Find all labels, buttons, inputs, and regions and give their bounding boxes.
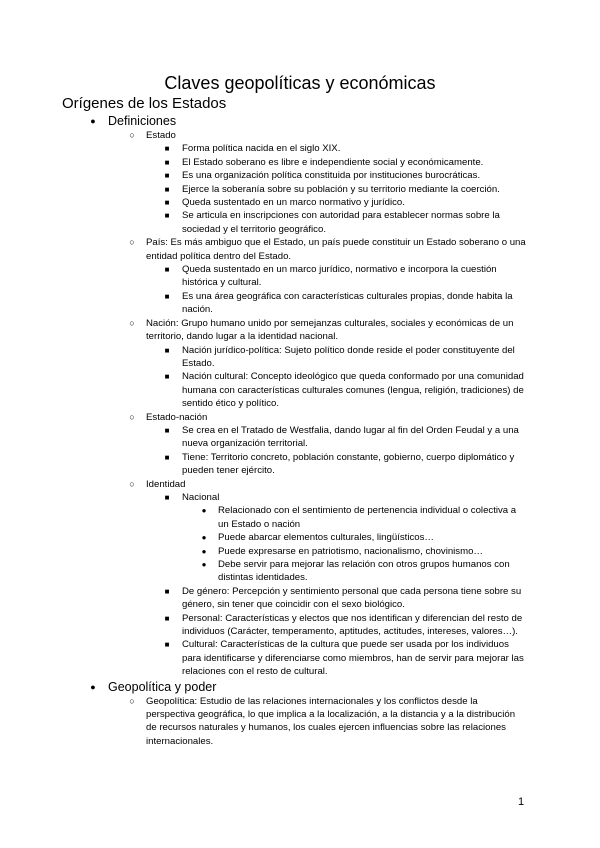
list-item [0,196,526,209]
list-item [0,209,526,236]
bullet-icon: ■ [164,265,170,275]
list-item [0,695,526,749]
bullet-icon: ■ [164,184,170,194]
list-item-text: Nación: Grupo humano unido por semejanzas culturales, sociales y económicas de un territorio, dando lugar a la identidad nacional. [146,317,514,343]
bullet-icon: ○ [129,130,135,140]
list-item-text: Puede abarcar elementos culturales, lingüísticos… [218,532,434,544]
list-item-text: Personal: Características y electos que nos identifican y diferencian del resto de individuos (Carácter, temperamento, aptitudes, actitudes, intereses, valores…). [182,612,523,638]
page-number: 1 [518,796,525,808]
list-item-text: Nación jurídico-política: Sujeto político donde reside el poder constituyente del Estado. [182,344,515,369]
list-item-text: Es una área geográfica con características culturales propias, donde habita la nación. [182,290,513,316]
bullet-icon: ○ [129,695,135,706]
list-item-text: Queda sustentado en un marco jurídico, normativo e incorpora la cuestión histórica y cultural. [182,264,497,289]
bullet-icon: ○ [129,478,135,489]
bullet-icon: ● [201,560,207,569]
list-item [0,558,526,585]
list-item-text: Tiene: Territorio concreto, población constante, gobierno, cuerpo diplomático y pueden tener ejército. [182,451,515,477]
bullet-icon: ● [90,681,96,692]
bullet-icon: ■ [164,372,170,382]
list-item [0,504,526,531]
list-item-text: Geopolítica y poder [108,679,217,694]
outline-list [0,113,600,748]
list-item [0,236,526,263]
list-item-text: Nacional [182,491,220,503]
list-item [0,370,526,410]
bullet-icon: ■ [164,291,170,301]
list-item [0,263,526,290]
list-item [0,585,526,612]
bullet-icon: ■ [164,211,170,221]
document-title: Claves geopolíticas y económicas [164,73,436,93]
list-item [0,113,518,129]
list-item-text: Forma política nacida en el siglo XIX. [182,143,341,155]
list-item-text: Geopolítica: Estudio de las relaciones internacionales y los conflictos desde la perspectiva geográfica, lo que implica a la localización, a la distancia y a la distribución de recursos naturales y humanos, los cuales ejercen influencias sobre las relaciones internacionales. [146,695,516,747]
list-item-text: Es una organización política constituida por instituciones burocráticas. [182,170,481,182]
section-heading: Orígenes de los Estados [62,95,227,112]
bullet-icon: ○ [129,317,135,328]
list-item-text: Nación cultural: Concepto ideológico que queda conformado por una comunidad humana con características culturales comunes (lengua, religión, tradiciones) de sentido ético y político. [182,371,524,410]
list-item [0,612,526,639]
list-item [0,290,526,317]
list-item-text: Cultural: Características de la cultura que puede ser usada por los individuos para identificarse y diferenciarse como miembros, han de servir para mejorar las relaciones con el resto de cultural. [182,639,524,678]
bullet-icon: ■ [164,640,170,650]
list-item-text: El Estado soberano es libre e independiente social y económicamente. [182,156,484,168]
bullet-icon: ○ [129,237,135,248]
bullet-icon: ● [201,533,207,543]
bullet-icon: ■ [164,157,170,167]
list-item [0,156,526,169]
list-item-text: Estado [146,130,176,141]
list-item [0,424,526,451]
list-item [0,491,526,504]
bullet-icon: ■ [164,345,170,355]
list-item [0,344,526,371]
list-item [0,531,526,544]
list-item-text: Identidad [146,478,186,490]
list-item [0,169,526,182]
bullet-icon: ■ [164,613,170,623]
list-item [0,638,526,678]
list-item [0,679,518,695]
bullet-icon: ● [201,506,207,516]
list-item-text: Queda sustentado en un marco normativo y jurídico. [182,197,405,209]
list-item-text: De género: Percepción y sentimiento personal que cada persona tiene sobre su género, sin tener que coincidir con el sexo biológico. [182,585,522,611]
bullet-icon: ● [90,116,96,126]
list-item [0,545,526,558]
list-item [0,129,526,142]
list-item [0,478,526,491]
list-item [0,451,526,478]
list-item-text: Se crea en el Tratado de Westfalia, dando lugar al fin del Orden Feudal y a una nueva organización territorial. [182,424,519,450]
list-item [0,317,526,344]
bullet-icon: ■ [164,144,170,154]
list-item [0,142,526,155]
list-item-text: Puede expresarse en patriotismo, nacionalismo, chovinismo… [218,545,484,557]
list-item-text: Debe servir para mejorar las relación con otros grupos humanos con distintas identidades. [218,559,510,584]
list-item-text: Se articula en inscripciones con autoridad para establecer normas sobre la sociedad y el territorio geográfico. [182,210,500,235]
list-item-text: Ejerce la soberanía sobre su población y su territorio mediante la coerción. [182,183,500,195]
bullet-icon: ■ [164,171,170,181]
list-item [0,411,526,424]
bullet-icon: ■ [164,492,170,502]
bullet-icon: ■ [164,452,170,462]
list-item [0,183,526,196]
bullet-icon: ■ [164,425,170,435]
list-item-text: Definiciones [108,114,177,128]
list-item-text: Estado-nación [146,411,208,423]
list-item-text: Relacionado con el sentimiento de pertenencia individual o colectiva a un Estado o nación [218,505,517,530]
bullet-icon: ■ [164,198,170,208]
bullet-icon: ■ [164,586,170,596]
list-item-text: País: Es más ambiguo que el Estado, un país puede constituir un Estado soberano o una entidad política dentro del Estado. [146,237,526,262]
bullet-icon: ○ [129,411,135,422]
bullet-icon: ● [201,546,207,556]
